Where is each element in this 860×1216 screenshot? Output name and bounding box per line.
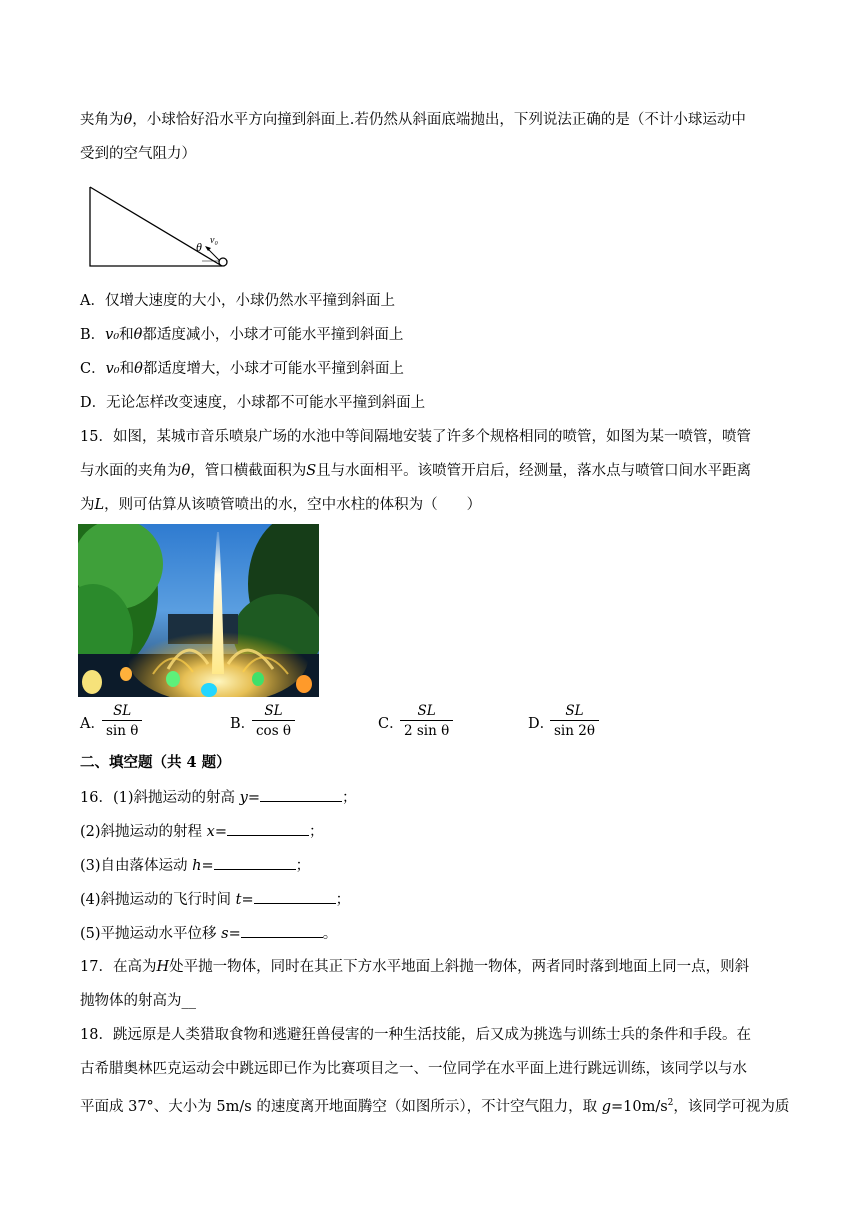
q16-item-4 [80,889,350,910]
equals-sign: = [201,858,214,874]
option-letter: B． [80,327,106,343]
theta-symbol: θ [134,361,143,377]
fraction-denominator: cos θ [256,723,292,739]
option-text: 仅增大速度的大小，小球仍然水平撞到斜面上 [104,293,395,309]
section-heading [80,753,231,773]
section-title: 二、填空题（共 4 题） [80,754,231,771]
intro-line-2 [80,144,196,164]
intro-text: 夹角为 [80,112,124,128]
fraction-denominator: sin θ [106,723,139,739]
area-symbol: S [306,463,317,479]
v0-symbol: v₀ [105,327,120,343]
option-text: 无论怎样改变速度，小球都不可能水平撞到斜面上 [106,395,426,411]
q18-line-3 [80,1093,789,1117]
question-text: ，则可估算从该喷管喷出的水，空中水柱的体积为（ ） [104,497,482,513]
question-text: 15．如图，某城市音乐喷泉广场的水池中等间隔地安装了许多个规格相同的喷管，如图为某一喷管，喷管 [80,429,751,445]
question-text: 处平抛一物体，同时在其正下方水平地面上斜抛一物体，两者同时落到地面上同一点，则斜 [169,959,750,975]
q15-options [80,702,780,746]
q14-option-c [80,359,404,379]
variable-symbol: h [192,858,202,874]
answer-blank[interactable] [260,787,342,802]
question-text: ，该同学可视为质 [673,1098,790,1115]
answer-blank[interactable] [214,855,296,870]
fraction-numerator: SL [565,703,584,719]
fountain-photo [78,524,319,697]
q14-option-a [80,291,395,311]
option-letter: D． [80,395,107,411]
gravity-symbol: g [601,1098,611,1115]
theta-label: θ [196,240,202,254]
intro-text: ，小球恰好沿水平方向撞到斜面上.若仍然从斜面底端抛出，下列说法正确的是（不计小球运动中 [132,112,746,128]
punctuation: ； [295,858,311,874]
question-text: 抛物体的射高为__ [80,993,196,1009]
question-text: (2)斜抛运动的射程 [80,824,207,840]
question-text: 平面成 37°、大小为 5m/s 的速度离开地面腾空（如图所示），不计空气阻力，取 [80,1098,602,1115]
v0-label: v₀ [210,235,218,246]
option-letter: A． [80,716,105,732]
option-text: 都适度减小，小球才可能水平撞到斜面上 [142,327,404,343]
q16-item-5 [80,923,337,944]
question-text: (4)斜抛运动的飞行时间 [80,892,236,908]
q18-line-2 [80,1059,747,1079]
answer-blank[interactable] [241,923,323,938]
equals-sign: = [241,892,254,908]
arrowhead [205,246,211,251]
question-text: 16．(1)斜抛运动的射高 [80,790,240,806]
option-b-fraction [252,702,295,741]
q15-line-1 [80,427,751,447]
question-text: =10m/s [610,1098,668,1115]
punctuation: ； [341,790,357,806]
question-text: ，管口横截面积为 [190,463,307,479]
question-text: 且与水面相平。该喷管开启后，经测量，落水点与喷管口间水平距离 [316,463,752,479]
question-text: (3)自由落体运动 [80,858,193,874]
variable-symbol: s [221,926,229,942]
option-letter: C． [378,716,404,732]
question-text: 17．在高为 [80,959,157,975]
option-d-fraction [550,702,599,741]
question-text: 为 [80,497,95,513]
fraction-denominator: 2 sin θ [404,723,450,739]
option-a-fraction [102,702,142,741]
theta-symbol: θ [123,112,133,128]
fraction-numerator: SL [264,703,283,719]
equals-sign: = [228,926,241,942]
incline-hypotenuse [90,187,222,266]
q16-item-2 [80,821,324,842]
punctuation: ； [309,824,324,840]
incline-figure [86,185,236,271]
question-text: 古希腊奥林匹克运动会中跳远即已作为比赛项目之一、一位同学在水平面上进行跳远训练，该同学以与水 [80,1061,747,1077]
fraction-numerator: SL [417,703,436,719]
theta-symbol: θ [181,463,191,479]
answer-blank[interactable] [254,889,336,904]
theta-symbol: θ [133,327,143,343]
q14-option-d [80,393,425,413]
question-text: 与水面的夹角为 [80,463,182,479]
answer-blank[interactable] [227,821,309,836]
question-text: (5)平抛运动水平位移 [80,926,222,942]
q14-option-b [80,325,403,345]
question-text: 18．跳远原是人类猎取食物和逃避狂兽侵害的一种生活技能，后又成为挑选与训练士兵的条件和手段。在 [80,1027,751,1043]
option-letter: B． [230,716,256,732]
equals-sign: = [247,790,260,806]
option-text: 和 [119,361,135,377]
intro-text: 受到的空气阻力） [80,146,196,162]
fraction-numerator: SL [113,703,132,719]
superscript: 2 [667,1098,674,1108]
fraction-denominator: sin 2θ [554,723,595,739]
option-text: 都适度增大，小球才可能水平撞到斜面上 [142,361,404,377]
height-symbol: H [156,959,170,975]
variable-symbol: y [239,790,248,806]
q15-line-3 [80,495,481,515]
punctuation: 。 [322,926,338,942]
option-letter: C． [80,361,106,377]
option-letter: D． [528,716,555,732]
option-c-fraction [400,702,453,741]
v0-symbol: v₀ [105,361,120,377]
equals-sign: = [214,824,227,840]
option-text: 和 [119,327,134,343]
intro-line-1 [80,110,746,130]
ball [219,258,227,266]
q15-line-2 [80,461,751,481]
option-letter: A． [80,293,105,309]
q16-item-3 [80,855,310,876]
q18-line-1 [80,1025,751,1045]
variable-symbol: x [206,824,215,840]
q17-line-2 [80,991,196,1011]
q17-line-1 [80,957,749,977]
punctuation: ； [335,892,351,908]
q16-item-1 [80,787,356,808]
variable-symbol: t [235,892,242,908]
length-symbol: L [94,497,105,513]
